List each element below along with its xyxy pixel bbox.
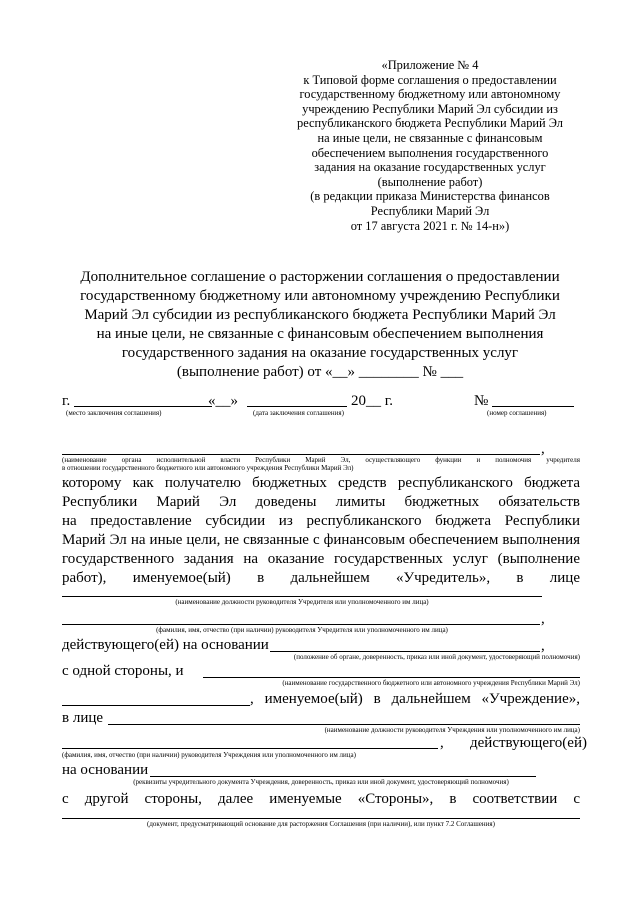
- appendix-line: «Приложение № 4: [381, 58, 479, 72]
- date-caption: (дата заключения соглашения): [253, 409, 344, 417]
- place-caption: (место заключения соглашения): [66, 409, 162, 417]
- inst-details-caption: (реквизиты учредительного документа Учреждения, доверенность, приказ или иной документ, удостоверяющий полномочия): [133, 778, 509, 786]
- appendix-line: на иные цели, не связанные с финансовым: [317, 130, 543, 145]
- acting-on-basis-label: действующего(ей) на основании: [62, 637, 269, 653]
- inst-head-position-field[interactable]: [108, 724, 580, 725]
- comma: ,: [440, 735, 444, 751]
- other-side-text: с другой стороны, далее именуемые «Стороны», в соответствии с: [62, 791, 580, 807]
- body-line: на предоставление субсидии из республиканского бюджета Республики: [62, 513, 580, 529]
- head-name-field[interactable]: [62, 624, 540, 625]
- body-line: Республики Марий Эл доведены лимиты бюджетных обязательств: [62, 494, 580, 510]
- basis-doc-field[interactable]: [62, 818, 580, 819]
- institution-name-field-2[interactable]: [62, 705, 250, 706]
- inst-head-name-caption: (фамилия, имя, отчество (при наличии) руководителя Учреждения или уполномоченного им лица): [62, 751, 356, 759]
- head-position-caption: (наименование должности руководителя Учредителя или уполномоченного им лица): [175, 598, 429, 606]
- comma: ,: [541, 441, 545, 457]
- appendix-line: задания на оказание государственных услуг: [314, 160, 546, 175]
- title-line: Дополнительное соглашение о расторжении соглашения о предоставлении: [80, 269, 560, 285]
- in-person-label: в лице: [62, 710, 104, 726]
- city-prefix: г.: [62, 393, 71, 409]
- on-basis-label: на основании: [62, 762, 149, 778]
- appendix-line: к Типовой форме соглашения о предоставлении: [303, 72, 557, 87]
- appendix-line: республиканского бюджета Республики Марий Эл: [297, 116, 563, 131]
- comma: ,: [541, 638, 545, 654]
- appendix-line: от 17 августа 2021 г. № 14-н»): [350, 218, 510, 233]
- acting-label: действующего(ей): [470, 735, 587, 751]
- inst-details-field[interactable]: [150, 776, 536, 777]
- called-institution-text: , именуемое(ый) в дальнейшем «Учреждение»,: [250, 691, 580, 707]
- title-line: Марий Эл субсидии из республиканского бюджета Республики Марий Эл: [84, 307, 556, 323]
- inst-head-name-field[interactable]: [62, 748, 438, 749]
- title-line: (выполнение работ) от «__» ________ № ___: [176, 364, 464, 380]
- body-line: работ), именуемое(ый) в дальнейшем «Учредитель», в лице: [62, 570, 580, 586]
- comma: ,: [541, 611, 545, 627]
- date-month-field[interactable]: [247, 406, 347, 407]
- title-line: государственному бюджетному или автономному учреждению Республики: [80, 288, 560, 304]
- title-line: на иные цели, не связанные с финансовым обеспечением выполнения: [96, 326, 544, 342]
- document-title: [40, 268, 600, 382]
- founder-name-field[interactable]: [62, 454, 540, 455]
- one-side-label: с одной стороны, и: [62, 663, 184, 679]
- institution-name-caption: (наименование государственного бюджетного или автономного учреждения Республики Марий Эл): [282, 679, 580, 687]
- body-line: Марий Эл на иные цели, не связанные с финансовым обеспечением выполнения: [62, 532, 580, 548]
- appendix-block: [280, 58, 580, 233]
- appendix-line: государственному бюджетному или автономному: [299, 87, 561, 102]
- appendix-line: Республики Марий Эл: [370, 203, 490, 218]
- appendix-line: учреждению Республики Марий Эл субсидии из: [302, 101, 558, 116]
- number-field[interactable]: [492, 406, 574, 407]
- head-name-caption: (фамилия, имя, отчество (при наличии) руководителя Учредителя или уполномоченного им лица): [156, 626, 448, 634]
- body-line: которому как получателю бюджетных средств республиканского бюджета: [62, 475, 580, 491]
- number-prefix: №: [474, 393, 489, 409]
- appendix-line: (выполнение работ): [377, 174, 483, 189]
- appendix-line: (в редакции приказа Министерства финансов: [310, 189, 550, 204]
- place-field[interactable]: [74, 406, 212, 407]
- title-line: государственного задания на оказание государственных услуг: [121, 345, 519, 361]
- head-position-field[interactable]: [62, 596, 542, 597]
- institution-name-field-1[interactable]: [203, 677, 580, 678]
- founder-caption-1: (наименование органа исполнительной власти Республики Марий Эл, осуществляющего функции и полномочия учредителя: [62, 456, 580, 464]
- date-day: «__»: [208, 393, 238, 409]
- appendix-line: обеспечением выполнения государственного: [311, 145, 549, 160]
- authority-caption: (положение об органе, доверенность, приказ или иной документ, удостоверяющий полномочия): [293, 653, 580, 661]
- date-year: 20__ г.: [351, 393, 393, 409]
- inst-head-position-caption: (наименование должности руководителя Учреждения или уполномоченного им лица): [324, 726, 580, 734]
- number-caption: (номер соглашения): [487, 409, 547, 417]
- authority-field[interactable]: [270, 651, 540, 652]
- body-line: государственного задания на оказание государственных услуг (выполнение: [62, 551, 580, 567]
- founder-caption-2: в отношении государственного бюджетного или автономного учреждения Республики Марий Эл): [62, 464, 354, 472]
- basis-doc-caption: (документ, предусматривающий основание для расторжения Соглашения (при наличии), или пункт 7.2 Соглашения): [147, 820, 495, 828]
